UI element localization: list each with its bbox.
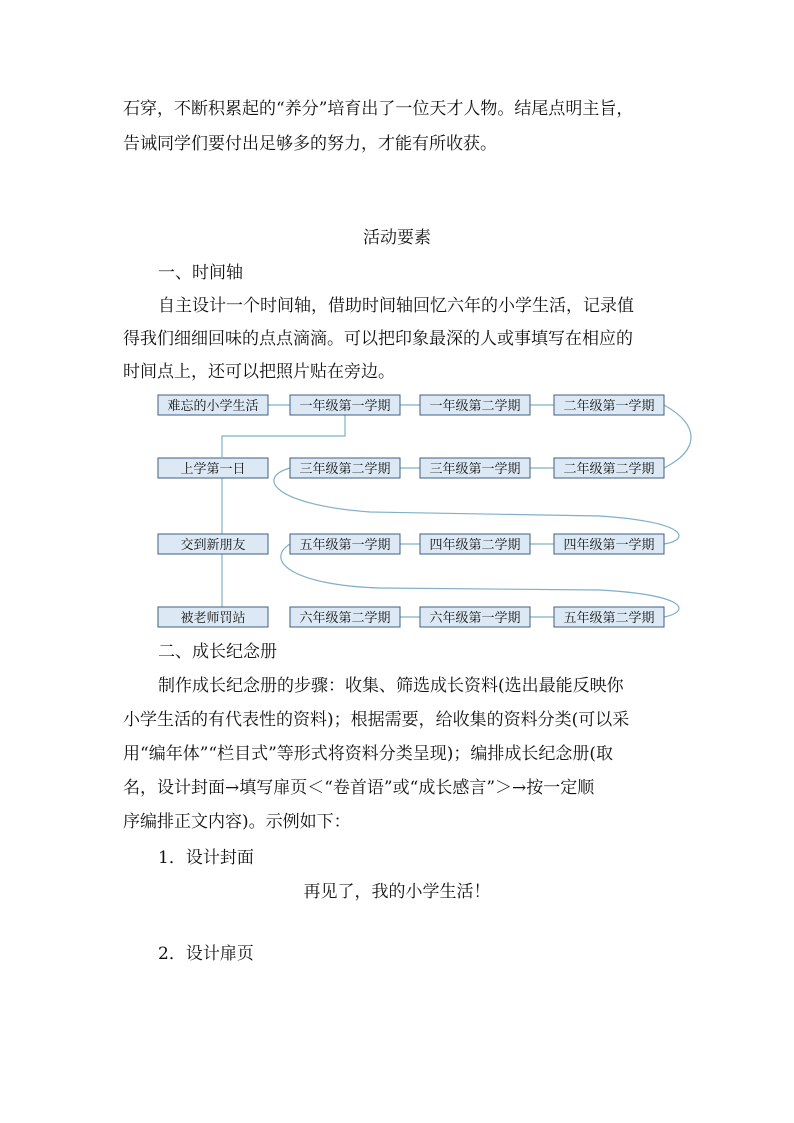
section2-heading: 二、成长纪念册 (158, 642, 277, 662)
timeline-node-row2-1 (290, 458, 400, 478)
timeline-node-row1-3 (554, 395, 664, 415)
timeline-node-row1-1 (290, 395, 400, 415)
timeline-node-row3-1 (290, 534, 400, 554)
svg-text:三年级第一学期: 三年级第一学期 (429, 462, 521, 477)
svg-text:上学第一日: 上学第一日 (180, 462, 246, 477)
svg-text:二年级第一学期: 二年级第一学期 (563, 399, 655, 414)
intro-line-1: 石穿，不断积累起的“养分”培育出了一位天才人物。结尾点明主旨， (123, 99, 634, 119)
activity-title: 活动要素 (363, 228, 431, 248)
timeline-node-row4-3 (554, 607, 664, 627)
svg-text:五年级第一学期: 五年级第一学期 (299, 538, 391, 553)
section1-paragraph-line-3: 时间点上，还可以把照片贴在旁边。 (123, 362, 395, 382)
section1-heading: 一、时间轴 (158, 263, 243, 283)
svg-text:难忘的小学生活: 难忘的小学生活 (167, 399, 259, 414)
section2-paragraph-line-2: 小学生活的有代表性的资料)；根据需要，给收集的资料分类(可以采 (123, 710, 630, 730)
section2-paragraph-line-1: 制作成长纪念册的步骤：收集、筛选成长资料(选出最能反映你 (158, 676, 624, 696)
timeline-node-left-4 (158, 607, 268, 627)
timeline-node-row3-3 (554, 534, 664, 554)
section2-paragraph-line-3: 用“编年体”“栏目式”等形式将资料分类呈现)；编排成长纪念册(取 (123, 744, 614, 764)
svg-text:六年级第一学期: 六年级第一学期 (429, 611, 521, 626)
svg-text:二年级第二学期: 二年级第二学期 (563, 462, 655, 477)
timeline-node-row3-2 (420, 534, 530, 554)
svg-text:六年级第二学期: 六年级第二学期 (299, 611, 391, 626)
svg-text:三年级第二学期: 三年级第二学期 (299, 462, 391, 477)
timeline-node-left-3 (158, 534, 268, 554)
step-2-label: 2．设计扉页 (158, 944, 254, 964)
section2-paragraph-line-5: 序编排正文内容)。示例如下： (123, 812, 351, 832)
timeline-connectors (222, 405, 691, 617)
section1-paragraph-line-2: 得我们细细回味的点点滴滴。可以把印象最深的人或事填写在相应的 (123, 329, 633, 349)
intro-line-2: 告诫同学们要付出足够多的努力，才能有所收获。 (123, 134, 497, 154)
svg-text:一年级第一学期: 一年级第一学期 (299, 399, 391, 414)
svg-text:被老师罚站: 被老师罚站 (180, 611, 246, 626)
timeline-node-row4-2 (420, 607, 530, 627)
svg-text:交到新朋友: 交到新朋友 (180, 538, 246, 553)
timeline-node-row4-1 (290, 607, 400, 627)
timeline-node-row1-2 (420, 395, 530, 415)
svg-text:五年级第二学期: 五年级第二学期 (563, 611, 655, 626)
timeline-node-left-2 (158, 458, 268, 478)
timeline-node-row2-2 (420, 458, 530, 478)
step-1-label: 1．设计封面 (158, 848, 254, 868)
timeline-node-row2-3 (554, 458, 664, 478)
cover-text: 再见了，我的小学生活！ (303, 882, 491, 902)
timeline-node-left-1 (158, 395, 268, 415)
section1-paragraph-line-1: 自主设计一个时间轴，借助时间轴回忆六年的小学生活，记录值 (158, 296, 634, 316)
section2-paragraph-line-4: 名，设计封面→填写扉页＜“卷首语”或“成长感言”＞→按一定顺 (123, 778, 595, 798)
svg-text:一年级第二学期: 一年级第二学期 (429, 399, 521, 414)
svg-text:四年级第一学期: 四年级第一学期 (563, 538, 655, 553)
svg-text:四年级第二学期: 四年级第二学期 (429, 538, 521, 553)
